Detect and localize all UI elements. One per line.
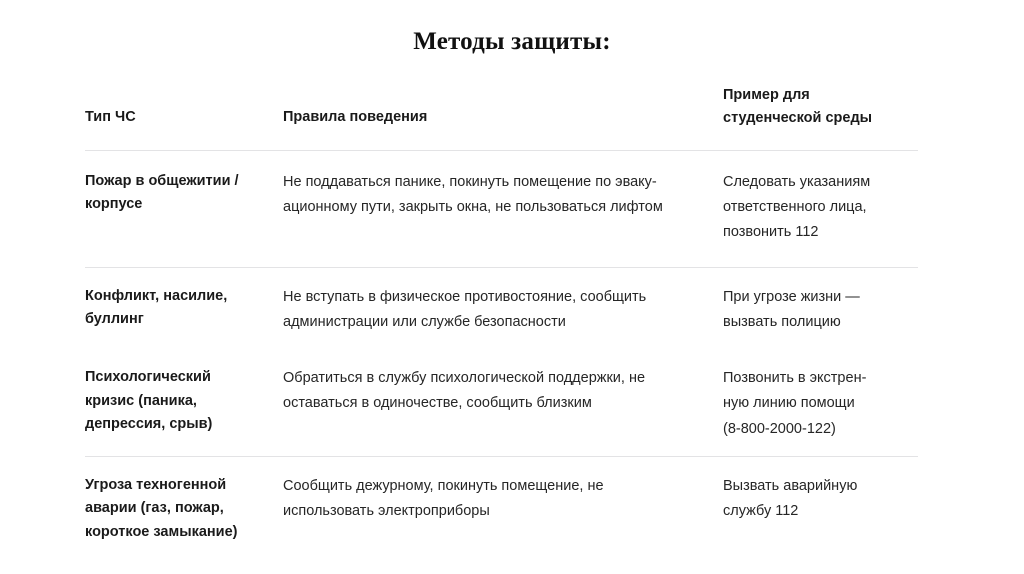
table-row bbox=[85, 349, 918, 457]
row-cell-type bbox=[85, 474, 283, 544]
student-example-lines bbox=[723, 474, 918, 524]
text-line: администрации или службе безопасности bbox=[283, 313, 566, 330]
text-line: Психологический bbox=[85, 369, 211, 386]
text-line: При угрозе жизни — bbox=[723, 288, 860, 305]
table-header-row bbox=[85, 84, 918, 151]
row-cell-rules bbox=[283, 170, 723, 220]
text-line: Сообщить дежурному, покинуть помещение, не bbox=[283, 477, 604, 494]
text-line: кризис (паника, bbox=[85, 392, 197, 409]
header-example-lines bbox=[723, 84, 918, 131]
behavior-rules-lines bbox=[283, 474, 711, 524]
row-cell-type bbox=[85, 366, 283, 436]
emergency-type-lines bbox=[85, 170, 271, 217]
text-line: буллинг bbox=[85, 311, 144, 328]
text-line: ную линию помощи bbox=[723, 395, 855, 412]
student-example-lines bbox=[723, 170, 918, 246]
text-line: Не вступать в физическое противостояние, сообщить bbox=[283, 288, 647, 305]
text-line: ответственного лица, bbox=[723, 199, 867, 216]
text-line: Вызвать аварийную bbox=[723, 477, 858, 494]
text-line: вызвать полицию bbox=[723, 313, 841, 330]
table-row bbox=[85, 151, 918, 268]
text-line: использовать электроприборы bbox=[283, 502, 490, 519]
table-row bbox=[85, 457, 918, 558]
row-cell-type bbox=[85, 285, 283, 332]
text-line: Угроза техногенной bbox=[85, 476, 227, 493]
text-line: Не поддаваться панике, покинуть помещение по эваку- bbox=[283, 173, 657, 190]
header-cell-rules bbox=[283, 84, 723, 129]
row-cell-type bbox=[85, 170, 283, 217]
text-line: Пожар в общежитии / bbox=[85, 172, 239, 189]
text-line: службу 112 bbox=[723, 502, 799, 519]
text-line: Пример для bbox=[723, 87, 810, 103]
text-line: короткое замыкание) bbox=[85, 523, 238, 540]
row-cell-example bbox=[723, 366, 918, 442]
text-line: Позвонить в экстрен- bbox=[723, 370, 867, 387]
text-line: студенческой среды bbox=[723, 110, 873, 127]
protection-methods-table bbox=[85, 84, 918, 558]
text-line: депрессия, срыв) bbox=[85, 416, 213, 433]
header-rules-lines bbox=[283, 84, 711, 129]
emergency-type-lines bbox=[85, 474, 271, 544]
student-example-lines bbox=[723, 285, 918, 335]
student-example-lines bbox=[723, 366, 918, 442]
row-cell-example bbox=[723, 170, 918, 246]
header-type-lines bbox=[85, 84, 271, 129]
behavior-rules-lines bbox=[283, 170, 711, 220]
text-line: аварии (газ, пожар, bbox=[85, 500, 224, 517]
text-line: Конфликт, насилие, bbox=[85, 287, 228, 304]
header-cell-example bbox=[723, 84, 918, 131]
text-line: Правила поведения bbox=[283, 109, 428, 125]
text-line: позвонить 112 bbox=[723, 224, 819, 241]
row-cell-rules bbox=[283, 285, 723, 335]
text-line: Следовать указаниям bbox=[723, 173, 871, 190]
row-cell-example bbox=[723, 474, 918, 524]
header-cell-type bbox=[85, 84, 283, 129]
table-row bbox=[85, 268, 918, 349]
row-cell-rules bbox=[283, 474, 723, 524]
text-line: корпусе bbox=[85, 196, 143, 213]
text-line: оставаться в одиночестве, сообщить близким bbox=[283, 395, 592, 412]
text-line: (8-800-2000-122) bbox=[723, 420, 836, 437]
emergency-type-lines bbox=[85, 366, 271, 436]
row-cell-rules bbox=[283, 366, 723, 416]
text-line: Тип ЧС bbox=[85, 109, 136, 125]
behavior-rules-lines bbox=[283, 366, 711, 416]
row-cell-example bbox=[723, 285, 918, 335]
text-line: ационному пути, закрыть окна, не пользоваться лифтом bbox=[283, 199, 663, 216]
text-line: Обратиться в службу психологической поддержки, не bbox=[283, 370, 646, 387]
emergency-type-lines bbox=[85, 285, 271, 332]
behavior-rules-lines bbox=[283, 285, 711, 335]
page-title: Методы защиты: bbox=[413, 28, 611, 55]
